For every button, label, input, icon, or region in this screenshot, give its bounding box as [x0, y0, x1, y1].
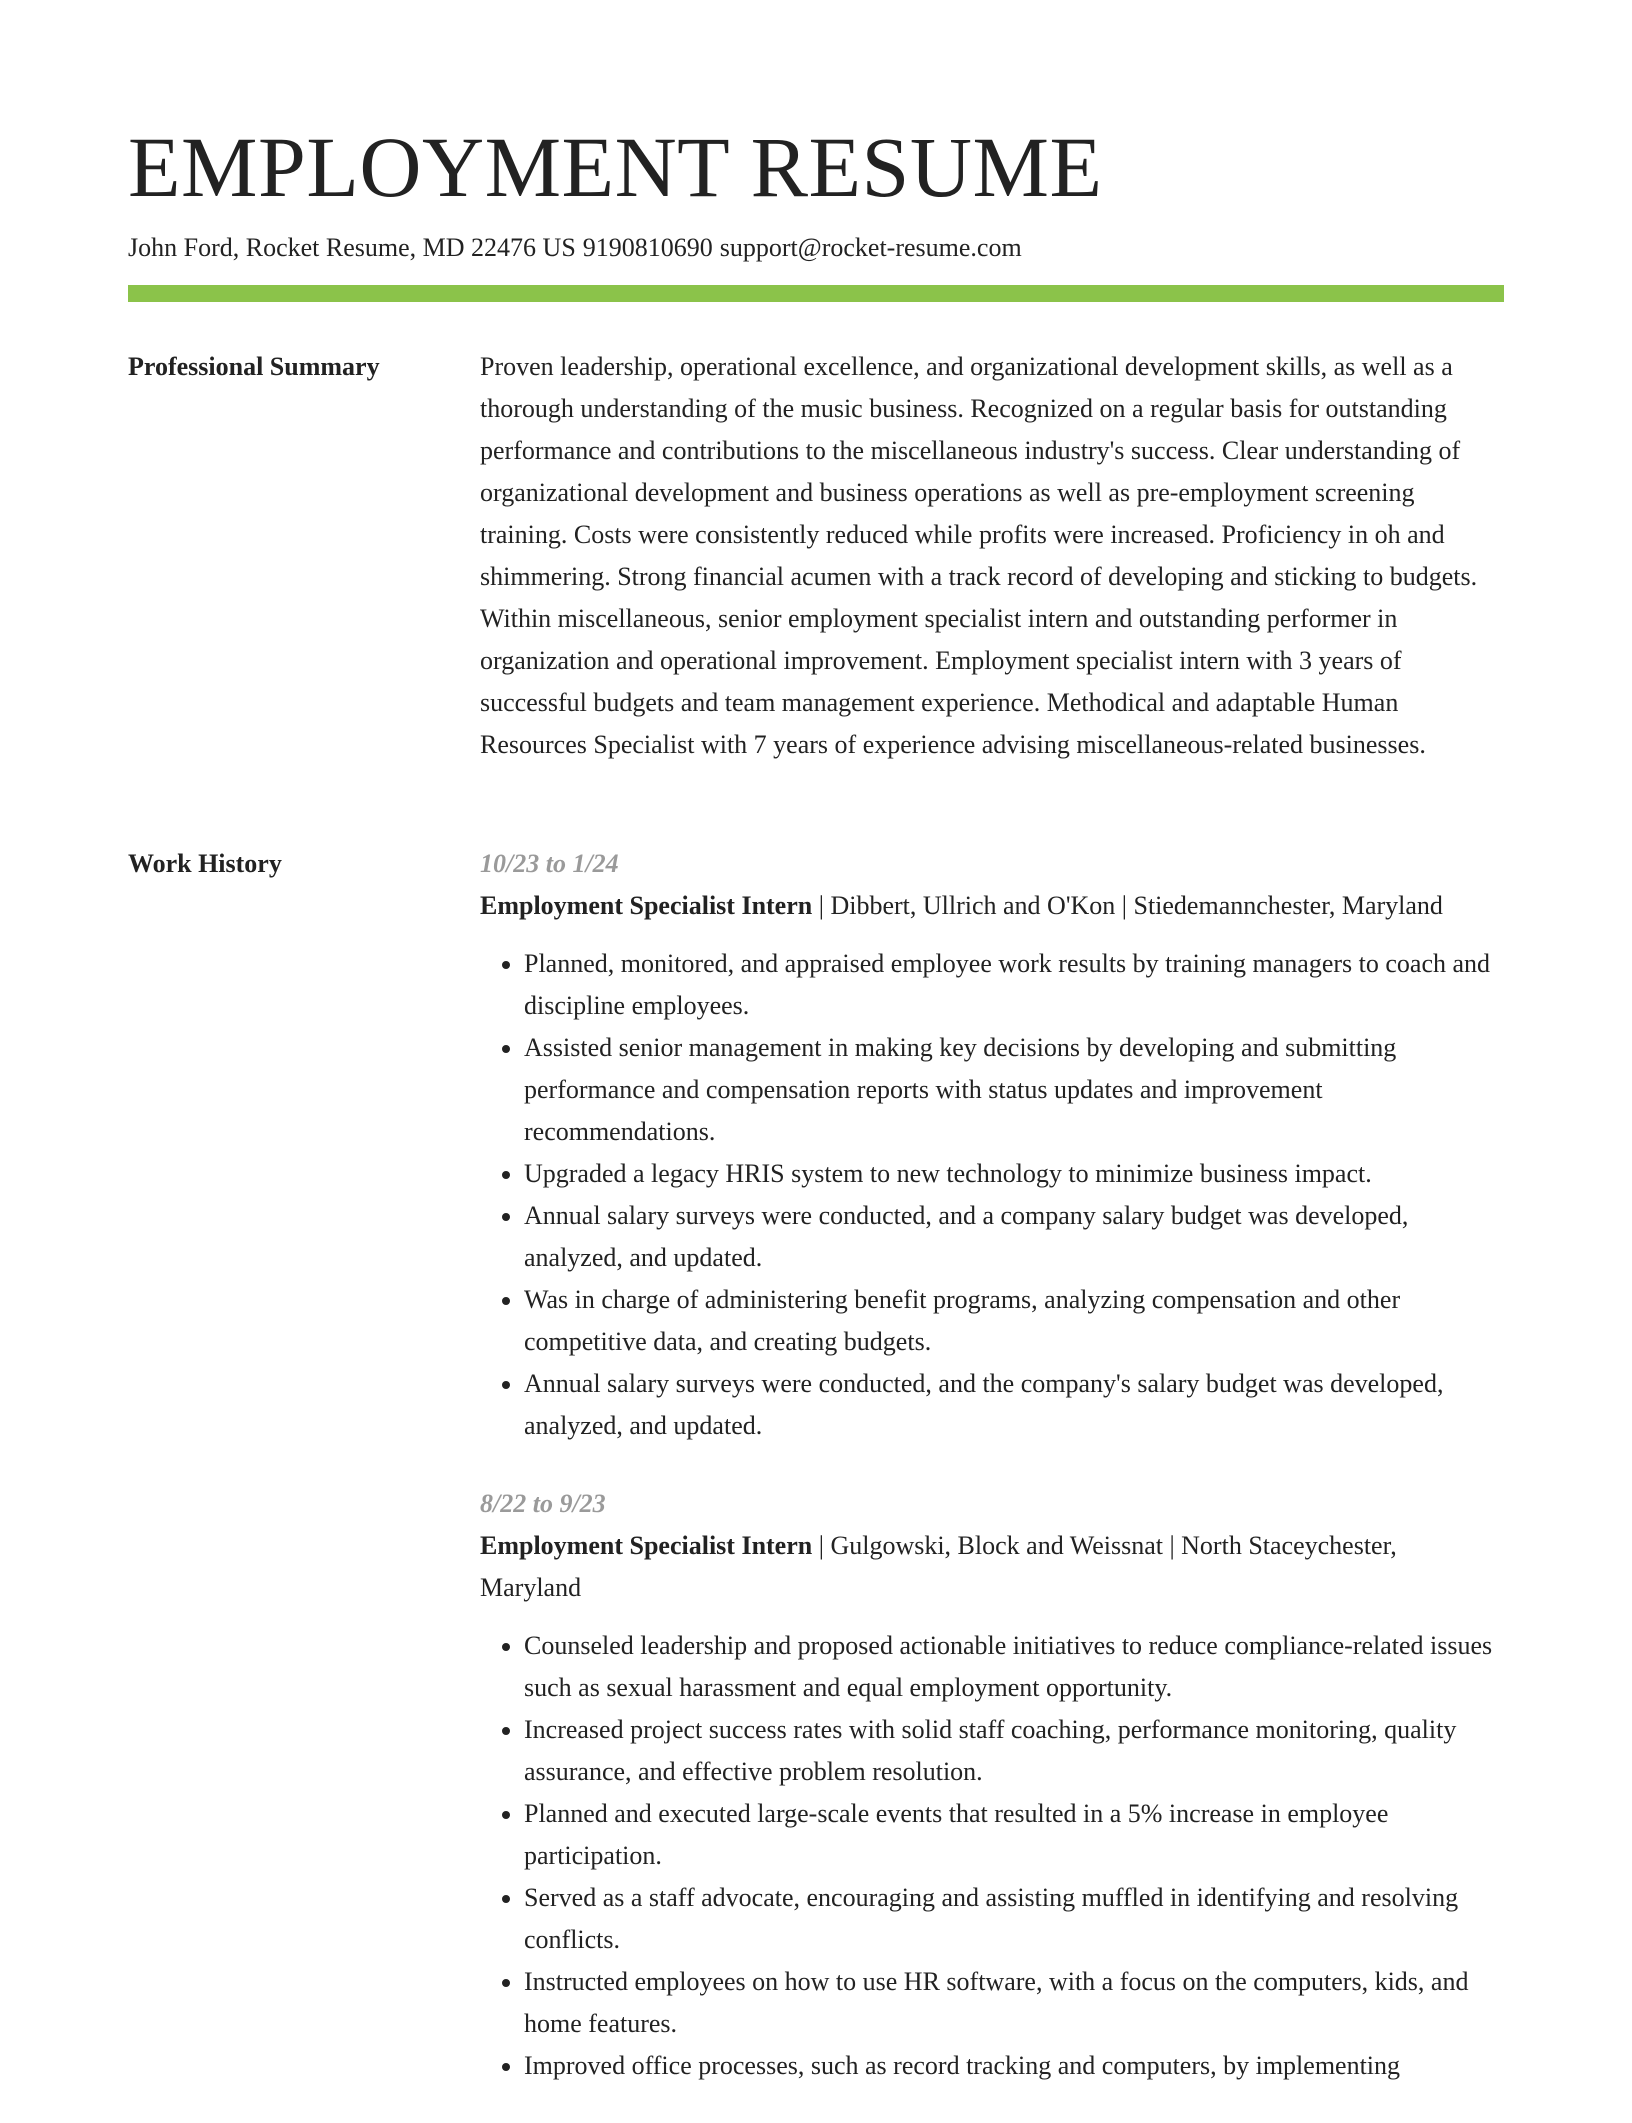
- job-bullet: • Annual salary surveys were conducted, and a company salary budget was developed, analyzed, and updated.: [524, 1195, 1504, 1279]
- job-dates: 8/22 to 9/23: [480, 1489, 606, 1518]
- summary-label: Professional Summary: [128, 352, 380, 381]
- work-history-body: [480, 843, 1504, 2123]
- job-bullet: • Was in charge of administering benefit programs, analyzing compensation and other competitive data, and creating budgets.: [524, 1279, 1504, 1363]
- summary-text: Proven leadership, operational excellence, and organizational development skills, as well as a thorough understanding of the music business. Recognized on a regular basis for outstanding performance and contributions to the miscellaneous industry's success. Clear understanding of organizational development and business operations as well as pre-employment screening training. Costs were consistently reduced while profits were increased. Proficiency in oh and shimmering. Strong financial acumen with a track record of developing and sticking to budgets. Within miscellaneous, senior employment specialist intern and outstanding performer in organization and operational improvement. Employment specialist intern with 3 years of successful budgets and team management experience. Methodical and adaptable Human Resources Specialist with 7 years of experience advising miscellaneous-related businesses.: [480, 352, 1478, 759]
- job-header: [480, 1525, 1504, 1609]
- job-bullet: • Planned and executed large-scale events that resulted in a 5% increase in employee participation.: [524, 1793, 1504, 1877]
- job-bullet: • Counseled leadership and proposed actionable initiatives to reduce compliance-related issues such as sexual harassment and equal employment opportunity.: [524, 1625, 1504, 1709]
- job-employer-location: | Gulgowski, Block and Weissnat | North Staceychester, Maryland: [480, 1531, 1397, 1602]
- job-bullet: • Improved office processes, such as record tracking and computers, by implementing: [524, 2045, 1504, 2087]
- job-entry: [480, 1483, 1504, 2087]
- job-bullet-list: [480, 943, 1504, 1447]
- contact-email: support@rocket-resume.com: [719, 233, 1022, 262]
- job-bullet: • Annual salary surveys were conducted, and the company's salary budget was developed, analyzed, and updated.: [524, 1363, 1504, 1447]
- job-bullet: • Increased project success rates with solid staff coaching, performance monitoring, quality assurance, and effective problem resolution.: [524, 1709, 1504, 1793]
- contact-name-location: John Ford, Rocket Resume, MD 22476 US: [128, 233, 576, 262]
- job-bullet: • Assisted senior management in making key decisions by developing and submitting performance and compensation reports with status updates and improvement recommendations.: [524, 1027, 1504, 1153]
- job-entry: [480, 843, 1504, 1447]
- job-dates: 10/23 to 1/24: [480, 849, 619, 878]
- job-title: Employment Specialist Intern: [480, 891, 813, 920]
- accent-divider: [128, 285, 1504, 302]
- work-history-label: Work History: [128, 849, 282, 878]
- job-header: [480, 885, 1504, 927]
- summary-body: [480, 346, 1504, 766]
- contact-line: [128, 230, 1022, 266]
- job-bullet: • Planned, monitored, and appraised employee work results by training managers to coach and discipline employees.: [524, 943, 1504, 1027]
- job-bullet: • Upgraded a legacy HRIS system to new technology to minimize business impact.: [524, 1153, 1504, 1195]
- job-bullet-list: [480, 1625, 1504, 2087]
- contact-phone: 9190810690: [582, 233, 713, 262]
- job-bullet: • Served as a staff advocate, encouraging and assisting muffled in identifying and resolving conflicts.: [524, 1877, 1504, 1961]
- job-employer-location: | Dibbert, Ullrich and O'Kon | Stiedemannchester, Maryland: [812, 891, 1443, 920]
- job-bullet: • Instructed employees on how to use HR software, with a focus on the computers, kids, and home features.: [524, 1961, 1504, 2045]
- resume-title: EMPLOYMENT RESUME: [128, 119, 1103, 215]
- job-title: Employment Specialist Intern: [480, 1531, 813, 1560]
